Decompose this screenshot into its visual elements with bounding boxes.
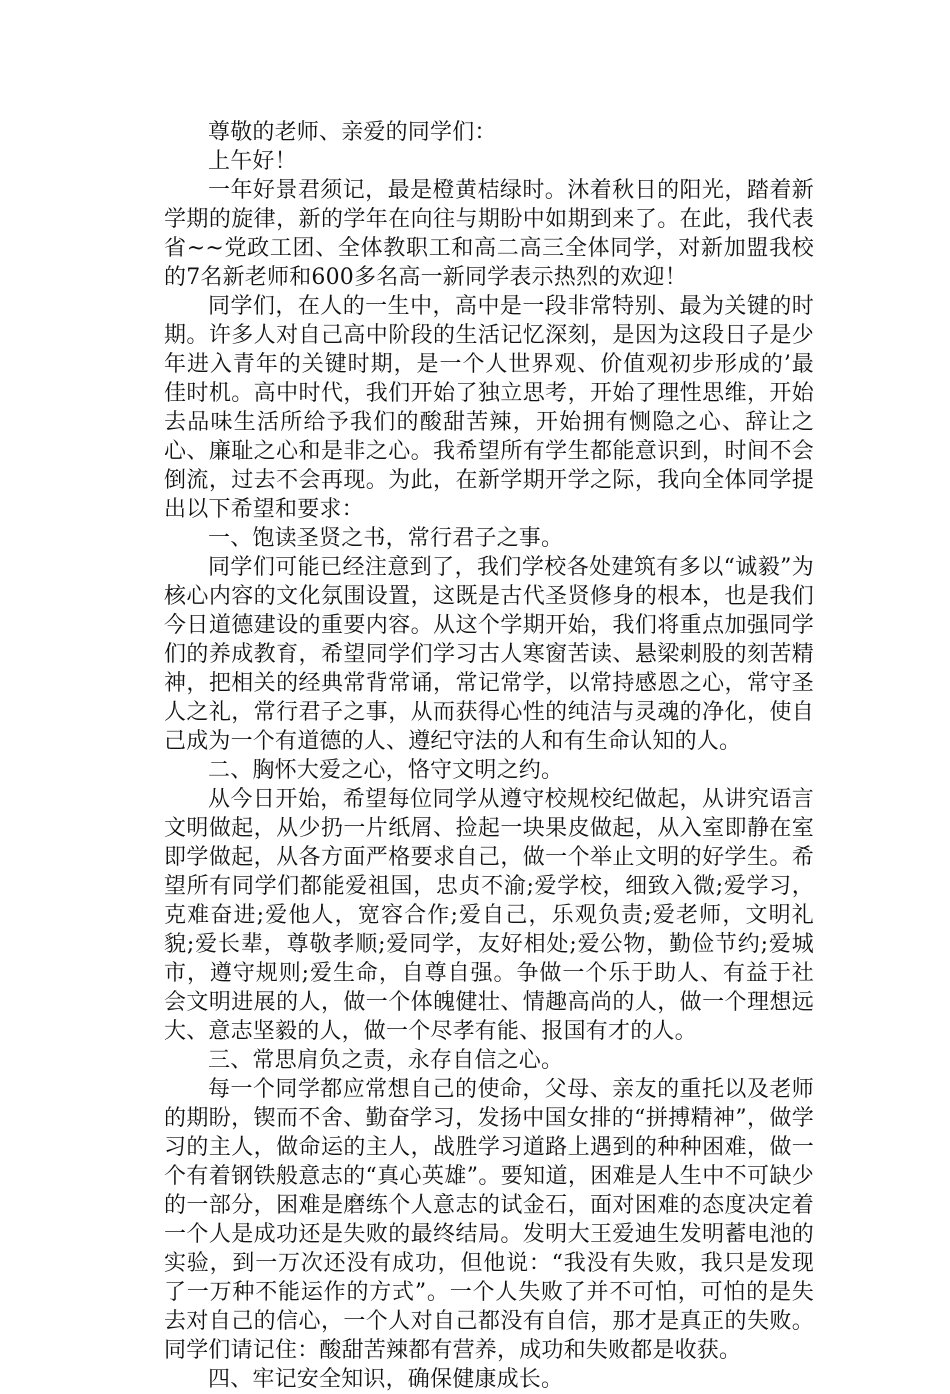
paragraph-high-school-importance: 同学们，在人的一生中，高中是一段非常特别、最为关键的时期。许多人对自己高中阶段的生活记忆深刻，是因为这段日子是少年进入青年的关键时期，是一个人世界观、价值观初步形成的’最佳时机。高中时代，我们开始了独立思考，开始了理性思维，开始去品味生活所给予我们的酸甜苦辣，开始拥有恻隐之心、辞让之心、廉耻之心和是非之心。我希望所有学生都能意识到，时间不会倒流，过去不会再现。为此，在新学期开学之际，我向全体同学提出以下希望和要求： (164, 294, 814, 522)
paragraph-section-2: 从今日开始，希望每位同学从遵守校规校纪做起，从讲究语言文明做起，从少扔一片纸屑、捡起一块果皮做起，从入室即静在室即学做起，从各方面严格要求自己，做一个举止文明的好学生。希望所有同学们都能爱祖国，忠贞不渝;爱学校，细致入微;爱学习，克难奋进;爱他人，宽容合作;爱自己，乐观负责;爱老师，文明礼貌;爱长辈，尊敬孝顺;爱同学，友好相处;爱公物，勤俭节约;爱城市，遵守规则;爱生命，自尊自强。争做一个乐于助人、有益于社会文明进展的人，做一个体魄健壮、情趣高尚的人，做一个理想远大、意志坚毅的人，做一个尽孝有能、报国有才的人。 (164, 787, 814, 1044)
section-heading-3: 三、常思肩负之责，永存自信之心。 (208, 1048, 564, 1073)
paragraph-welcome: 一年好景君须记，最是橙黄桔绿时。沐着秋日的阳光，踏着新学期的旋律，新的学年在向往与期盼中如期到来了。在此，我代表省~~党政工团、全体教职工和高二高三全体同学，对新加盟我校的7名新老师和600多名高一新同学表示热烈的欢迎！ (164, 178, 814, 290)
paragraph-section-1: 同学们可能已经注意到了，我们学校各处建筑有多以“诚毅”为核心内容的文化氛围设置，这既是古代圣贤修身的根本，也是我们今日道德建设的重要内容。从这个学期开始，我们将重点加强同学们的养成教育，希望同学们学习古人寒窗苦读、悬梁刺股的刻苦精神，把相关的经典常背常诵，常记常学，以常持感恩之心，常守圣人之礼，常行君子之事，从而获得心性的纯洁与灵魂的净化，使自己成为一个有道德的人、遵纪守法的人和有生命认知的人。 (164, 555, 814, 754)
greeting: 上午好！ (208, 149, 297, 174)
section-heading-4: 四、牢记安全知识，确保健康成长。 (208, 1367, 564, 1392)
section-heading-1: 一、饱读圣贤之书，常行君子之事。 (208, 526, 564, 551)
salutation: 尊敬的老师、亲爱的同学们： (208, 120, 497, 145)
section-heading-2: 二、胸怀大爱之心，恪守文明之约。 (208, 758, 564, 783)
speech-body (164, 118, 814, 1394)
paragraph-section-3: 每一个同学都应常想自己的使命，父母、亲友的重托以及老师的期盼，锲而不舍、勤奋学习，发扬中国女排的“拼搏精神”，做学习的主人，做命运的主人，战胜学习道路上遇到的种种困难，做一个有着钢铁般意志的“真心英雄”。要知道，困难是人生中不可缺少的一部分，困难是磨练个人意志的试金石，面对困难的态度决定着一个人是成功还是失败的最终结局。发明大王爱迪生发明蓄电池的实验，到一万次还没有成功，但他说：“我没有失败，我只是发现了一万种不能运作的方式”。一个人失败了并不可怕，可怕的是失去对自己的信心，一个人对自己都没有自信，那才是真正的失败。同学们请记住：酸甜苦辣都有营养，成功和失败都是收获。 (164, 1077, 814, 1363)
